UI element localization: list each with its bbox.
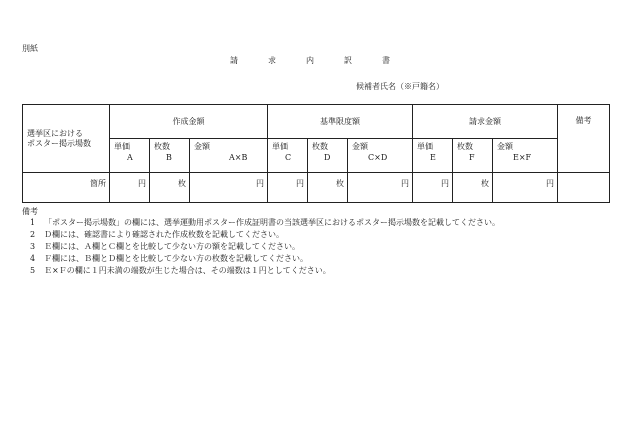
column-code: D xyxy=(324,153,331,162)
remark-item xyxy=(30,254,308,264)
unit-label: 円 xyxy=(256,179,264,188)
production-unit-price-header xyxy=(110,139,150,173)
standard-unit-price-cell[interactable] xyxy=(268,173,308,203)
unit-label: 円 xyxy=(546,179,554,188)
document-title xyxy=(230,56,390,66)
unit-label: 円 xyxy=(138,179,146,188)
title-char: 書 xyxy=(382,56,390,65)
standard-quantity-cell[interactable] xyxy=(308,173,348,203)
column-code: C xyxy=(285,153,292,162)
claim-unit-price-header xyxy=(413,139,453,173)
remark-item xyxy=(30,242,300,252)
unit-label: 円 xyxy=(296,179,304,188)
production-quantity-cell[interactable] xyxy=(150,173,190,203)
unit-label: 箇所 xyxy=(90,179,106,188)
column-label: 枚数 xyxy=(457,142,473,151)
title-char: 請 xyxy=(230,56,238,65)
production-quantity-header xyxy=(150,139,190,173)
remark-item xyxy=(30,230,284,240)
posting-sites-header-cell xyxy=(23,105,110,173)
standard-quantity-header xyxy=(308,139,348,173)
claim-unit-price-cell[interactable] xyxy=(413,173,453,203)
attachment-label: 別紙 xyxy=(22,44,38,53)
column-label: 金額 xyxy=(194,142,210,151)
column-code: E xyxy=(430,153,436,162)
claim-amount-cell[interactable] xyxy=(493,173,558,203)
unit-label: 円 xyxy=(441,179,449,188)
remark-number: 5 xyxy=(30,266,36,275)
remark-text: Ｄ欄には、確認書により確認された作成枚数を記載してください。 xyxy=(44,230,284,239)
column-label: 枚数 xyxy=(154,142,170,151)
claim-quantity-header xyxy=(453,139,493,173)
remark-item xyxy=(30,266,331,276)
column-label: 金額 xyxy=(352,142,368,151)
remark-number: 2 xyxy=(30,230,36,239)
standard-unit-price-header xyxy=(268,139,308,173)
column-code: E×F xyxy=(513,153,532,162)
posting-sites-value-cell[interactable] xyxy=(23,173,110,203)
production-amount-cell[interactable] xyxy=(190,173,268,203)
column-code: C×D xyxy=(368,153,388,162)
column-code: F xyxy=(469,153,475,162)
column-code: B xyxy=(166,153,172,162)
unit-label: 枚 xyxy=(336,179,344,188)
title-char: 内 xyxy=(306,56,314,65)
candidate-name-label: 候補者氏名（※戸籍名） xyxy=(356,82,444,91)
remarks-cell[interactable] xyxy=(558,173,610,203)
unit-label: 円 xyxy=(401,179,409,188)
column-code: A xyxy=(127,153,133,162)
production-amount-header: 作成金額 xyxy=(110,105,268,139)
title-char: 訳 xyxy=(344,56,352,65)
column-label: 枚数 xyxy=(312,142,328,151)
claim-quantity-cell[interactable] xyxy=(453,173,493,203)
standard-amount-col-header xyxy=(348,139,413,173)
remark-number: 4 xyxy=(30,254,36,263)
posting-sites-header-line2: ポスター掲示場数 xyxy=(27,138,91,148)
production-unit-price-cell[interactable] xyxy=(110,173,150,203)
remark-text: Ｆ欄には、Ｂ欄とＤ欄とを比較して少ない方の枚数を記載してください。 xyxy=(44,254,308,263)
claim-amount-header: 請求金額 xyxy=(413,105,558,139)
remark-text: Ｅ×Ｆの欄に１円未満の端数が生じた場合は、その端数は１円としてください。 xyxy=(44,266,331,275)
remarks-column-header: 備考 xyxy=(558,105,610,173)
unit-label: 枚 xyxy=(481,179,489,188)
remark-text: Ｅ欄には、Ａ欄とＣ欄とを比較して少ない方の額を記載してください。 xyxy=(44,242,300,251)
claim-breakdown-table xyxy=(22,104,610,203)
unit-label: 枚 xyxy=(178,179,186,188)
title-char: 求 xyxy=(268,56,276,65)
remark-item xyxy=(30,218,500,228)
remark-number: 3 xyxy=(30,242,36,251)
remarks-title: 備考 xyxy=(22,207,38,216)
column-code: A×B xyxy=(229,153,248,162)
column-label: 単価 xyxy=(272,142,288,151)
standard-amount-cell[interactable] xyxy=(348,173,413,203)
claim-amount-col-header xyxy=(493,139,558,173)
column-label: 単価 xyxy=(417,142,433,151)
column-label: 単価 xyxy=(114,142,130,151)
production-amount-col-header xyxy=(190,139,268,173)
posting-sites-header-line1: 選挙区における xyxy=(27,128,83,138)
column-label: 金額 xyxy=(497,142,513,151)
standard-limit-header: 基準限度額 xyxy=(268,105,413,139)
remark-text: 「ポスター掲示場数」の欄には、選挙運動用ポスター作成証明書の当該選挙区におけるポスター掲示場数を記載してください。 xyxy=(44,218,500,227)
remark-number: 1 xyxy=(30,218,36,227)
